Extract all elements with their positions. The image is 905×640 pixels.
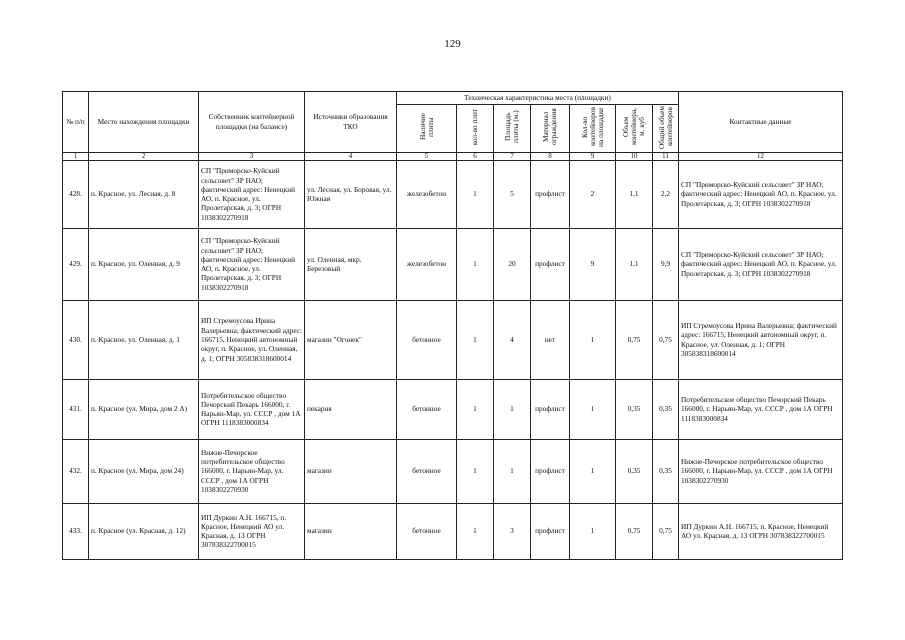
cell-area: 20 bbox=[494, 228, 531, 300]
cell-owner: ИП Стремоусова Ирина Валерьевна; фактический адрес: 166715, Ненецкий автономный округ, п. Красное, ул. Оленная, д. 1; ОГРН 305838318600014 bbox=[199, 300, 305, 379]
table-row bbox=[63, 300, 843, 379]
cell-num: 429. bbox=[63, 228, 89, 300]
header-sources: Источники образования ТКО bbox=[305, 92, 397, 153]
cell-sources: магазин bbox=[305, 439, 397, 503]
cell-total: 9,9 bbox=[653, 228, 679, 300]
cell-containers: 2 bbox=[570, 160, 616, 228]
header-row bbox=[63, 92, 843, 105]
cell-vol: 1,1 bbox=[616, 228, 653, 300]
cell-contacts: ИП Дуркин А.Н. 166715, п. Красное, Ненецкий АО ул. Красная, д. 13 ОГРН 307838322700015 bbox=[679, 503, 843, 559]
table-row bbox=[63, 503, 843, 559]
cell-plate: железобетон bbox=[397, 160, 457, 228]
cell-plate: бетонное bbox=[397, 300, 457, 379]
cell-num: 431. bbox=[63, 379, 89, 439]
col-number: 8 bbox=[531, 152, 570, 160]
header-sub: Материал ограждения bbox=[531, 105, 570, 153]
cell-fence: профлист bbox=[531, 439, 570, 503]
header-sub: Наличие плиты bbox=[397, 105, 457, 153]
cell-total: 0,75 bbox=[653, 300, 679, 379]
cell-area: 4 bbox=[494, 300, 531, 379]
cell-plates: 1 bbox=[457, 160, 494, 228]
cell-area: 1 bbox=[494, 439, 531, 503]
header-sub: кол-во плит bbox=[457, 105, 494, 153]
cell-num: 430. bbox=[63, 300, 89, 379]
cell-fence: профлист bbox=[531, 379, 570, 439]
cell-place: п. Красное (ул. Мира, дом 24) bbox=[89, 439, 199, 503]
cell-num: 432. bbox=[63, 439, 89, 503]
cell-area: 1 bbox=[494, 379, 531, 439]
col-number: 12 bbox=[679, 152, 843, 160]
cell-contacts: СП "Приморско-Куйский сельсовет" ЗР НАО; фактический адрес: Ненецкий АО, п. Красное, ул. Пролетарская, д. 3; ОГРН 1038302270918 bbox=[679, 160, 843, 228]
cell-sources: ул. Оленная, мкр. Березовый bbox=[305, 228, 397, 300]
cell-contacts: Нижне-Печорское потребительское общество 166000, г. Нарьян-Мар, ул. СССР , дом 1А ОГРН 1038302270930 bbox=[679, 439, 843, 503]
header-owner: Собственник контейнерной площадки (на балансе) bbox=[199, 92, 305, 153]
table-row bbox=[63, 228, 843, 300]
cell-total: 2,2 bbox=[653, 160, 679, 228]
cell-containers: 1 bbox=[570, 439, 616, 503]
cell-plates: 1 bbox=[457, 503, 494, 559]
col-number: 10 bbox=[616, 152, 653, 160]
cell-plate: бетонное bbox=[397, 439, 457, 503]
cell-num: 433. bbox=[63, 503, 89, 559]
cell-place: п. Красное, ул. Оленная, д. 9 bbox=[89, 228, 199, 300]
cell-containers: 1 bbox=[570, 503, 616, 559]
cell-owner: Потребительское общество Печорский Пекарь 166000, г. Нарьян-Мар, ул. СССР , дом 1А ОГРН 1118383000834 bbox=[199, 379, 305, 439]
cell-sources: ул. Лесная, ул. Боровая, ул. Южная bbox=[305, 160, 397, 228]
header-sub: Площадь плиты (м.) bbox=[494, 105, 531, 153]
cell-owner: Нижне-Печорское потребительское общество 166000, г. Нарьян-Мар, ул. СССР , дом 1А ОГРН 1038302270930 bbox=[199, 439, 305, 503]
cell-owner: ИП Дуркин А.Н. 166715, п. Красное, Ненецкий АО ул. Красная, д. 13 ОГРН 307838322700015 bbox=[199, 503, 305, 559]
page-number: 129 bbox=[444, 38, 461, 50]
cell-num: 428. bbox=[63, 160, 89, 228]
cell-plates: 1 bbox=[457, 300, 494, 379]
col-number: 9 bbox=[570, 152, 616, 160]
cell-fence: профлист bbox=[531, 228, 570, 300]
col-number: 1 bbox=[63, 152, 89, 160]
cell-vol: 0,35 bbox=[616, 379, 653, 439]
cell-contacts: ИП Стремоусова Ирина Валерьевна; фактический адрес: 166715, Ненецкий автономный округ, п. Красное, ул. Оленная, д. 1; ОГРН 305838318600014 bbox=[679, 300, 843, 379]
col-number: 3 bbox=[199, 152, 305, 160]
cell-place: п. Красное, ул. Лесная, д. 8 bbox=[89, 160, 199, 228]
register-table bbox=[62, 91, 843, 560]
header-sub: Кол-во контейнеров на площадке bbox=[570, 105, 616, 153]
cell-sources: магазин bbox=[305, 503, 397, 559]
column-number-row bbox=[63, 152, 843, 160]
header-contacts: Контактные данные bbox=[679, 92, 843, 153]
cell-sources: пекарня bbox=[305, 379, 397, 439]
cell-sources: магазин "Огонек" bbox=[305, 300, 397, 379]
cell-total: 0,35 bbox=[653, 439, 679, 503]
cell-vol: 0,75 bbox=[616, 300, 653, 379]
cell-owner: СП "Приморско-Куйский сельсовет" ЗР НАО; фактический адрес: Ненецкий АО, п. Красное, ул. Пролетарская, д. 3; ОГРН 1038302270918 bbox=[199, 160, 305, 228]
cell-fence: профлист bbox=[531, 503, 570, 559]
cell-containers: 9 bbox=[570, 228, 616, 300]
table-row bbox=[63, 439, 843, 503]
header-num: № п/п bbox=[63, 92, 89, 153]
cell-plate: бетонное bbox=[397, 503, 457, 559]
header-sub: Общий объем контейнеров bbox=[653, 105, 679, 153]
cell-place: п. Красное (ул. Мира, дом 2 А) bbox=[89, 379, 199, 439]
cell-contacts: СП "Приморско-Куйский сельсовет" ЗР НАО; фактический адрес: Ненецкий АО, п. Красное, ул. Пролетарская, д. 3; ОГРН 1038302270918 bbox=[679, 228, 843, 300]
cell-place: п. Красное, ул. Оленная, д. 1 bbox=[89, 300, 199, 379]
table-row bbox=[63, 379, 843, 439]
cell-total: 0,35 bbox=[653, 379, 679, 439]
cell-total: 0,75 bbox=[653, 503, 679, 559]
cell-containers: 1 bbox=[570, 379, 616, 439]
header-place: Место нахождения площадки bbox=[89, 92, 199, 153]
cell-vol: 0,35 bbox=[616, 439, 653, 503]
header-sub: Объем контейнера, м. куб bbox=[616, 105, 653, 153]
header-tech: Техническая характеристика места (площадки) bbox=[397, 92, 679, 105]
cell-vol: 0,75 bbox=[616, 503, 653, 559]
cell-plates: 1 bbox=[457, 439, 494, 503]
cell-plate: железобетон bbox=[397, 228, 457, 300]
cell-area: 3 bbox=[494, 503, 531, 559]
col-number: 5 bbox=[397, 152, 457, 160]
cell-plate: бетонное bbox=[397, 379, 457, 439]
col-number: 11 bbox=[653, 152, 679, 160]
col-number: 2 bbox=[89, 152, 199, 160]
cell-contacts: Потребительское общество Печорский Пекарь 166000, г. Нарьян-Мар, ул. СССР , дом 1А ОГРН 1118383000834 bbox=[679, 379, 843, 439]
cell-containers: 1 bbox=[570, 300, 616, 379]
table-row bbox=[63, 160, 843, 228]
cell-area: 5 bbox=[494, 160, 531, 228]
cell-plates: 1 bbox=[457, 228, 494, 300]
cell-owner: СП "Приморско-Куйский сельсовет" ЗР НАО; фактический адрес: Ненецкий АО, п. Красное, ул. Пролетарская, д. 3; ОГРН 1038302270918 bbox=[199, 228, 305, 300]
cell-place: п. Красное (ул. Красная, д. 12) bbox=[89, 503, 199, 559]
cell-fence: профлист bbox=[531, 160, 570, 228]
col-number: 4 bbox=[305, 152, 397, 160]
cell-plates: 1 bbox=[457, 379, 494, 439]
cell-vol: 1,1 bbox=[616, 160, 653, 228]
col-number: 7 bbox=[494, 152, 531, 160]
col-number: 6 bbox=[457, 152, 494, 160]
cell-fence: нет bbox=[531, 300, 570, 379]
